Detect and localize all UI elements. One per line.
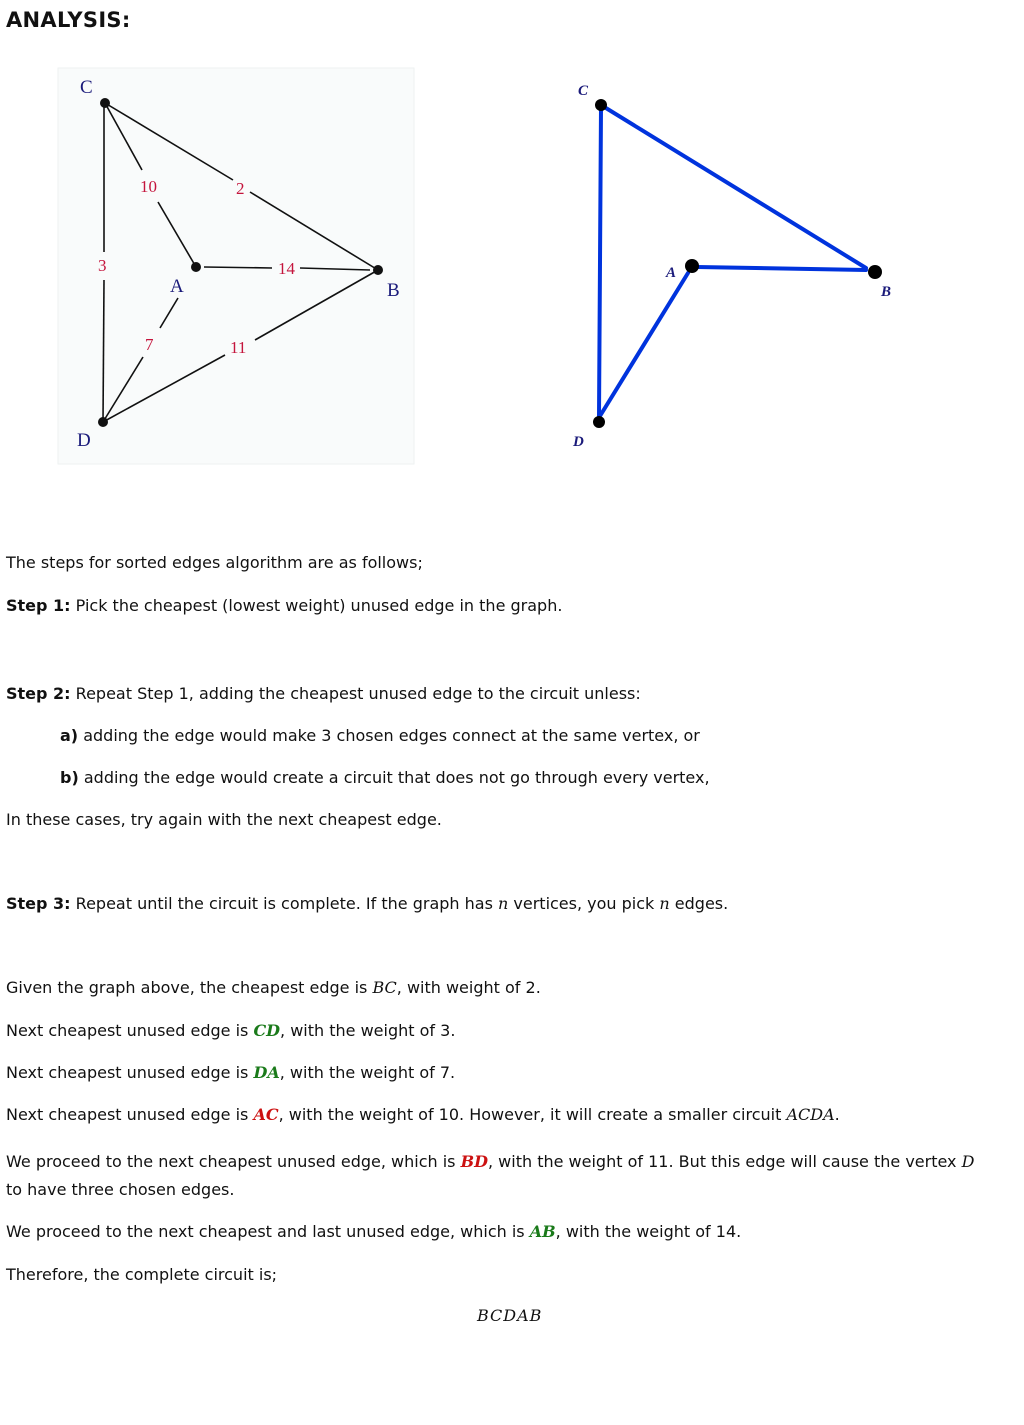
- label-b: B: [881, 284, 892, 300]
- vertex-d: [593, 416, 605, 428]
- weight-cd: 3: [98, 256, 107, 275]
- weight-ab: 14: [278, 259, 295, 278]
- label-b: B: [387, 280, 400, 301]
- condition-b: b) adding the edge would create a circuit that does not go through every vertex,: [60, 768, 710, 787]
- heading: ANALYSIS:: [6, 8, 131, 32]
- label-c: C: [80, 77, 93, 98]
- condition-a: a) adding the edge would make 3 chosen edges connect at the same vertex, or: [60, 726, 700, 745]
- da-line: Next cheapest unused edge is DA, with the weight of 7.: [6, 1063, 456, 1082]
- label-c: C: [578, 83, 589, 99]
- label-d: D: [573, 434, 584, 450]
- bd-line-2: to have three chosen edges.: [6, 1180, 235, 1199]
- ac-line: Next cheapest unused edge is AC, with the weight of 10. However, it will create a smaller circuit ACDA.: [6, 1105, 840, 1124]
- weight-da: 7: [145, 335, 154, 354]
- cd-line: Next cheapest unused edge is CD, with the weight of 3.: [6, 1021, 456, 1040]
- label-a: A: [666, 265, 677, 281]
- step-1: Step 1: Pick the cheapest (lowest weight) unused edge in the graph.: [6, 596, 563, 615]
- ab-line: We proceed to the next cheapest and last unused edge, which is AB, with the weight of 14.: [6, 1222, 742, 1241]
- vertex-b: [868, 265, 882, 279]
- weight-cb: 2: [236, 179, 245, 198]
- vertex-a: [685, 259, 699, 273]
- given-line: Given the graph above, the cheapest edge is BC, with weight of 2.: [6, 978, 541, 997]
- bd-line: We proceed to the next cheapest unused edge, which is BD, with the weight of 11. But this edge will cause the vertex D: [6, 1152, 975, 1171]
- label-a: A: [170, 276, 184, 297]
- weight-bd: 11: [230, 338, 247, 357]
- weight-ac: 10: [140, 177, 157, 196]
- step-3: Step 3: Repeat until the circuit is complete. If the graph has n vertices, you pick n edges.: [6, 894, 729, 913]
- final-circuit: BCDAB: [477, 1306, 543, 1325]
- therefore: Therefore, the complete circuit is;: [6, 1265, 278, 1284]
- label-d: D: [77, 430, 91, 451]
- retry-note: In these cases, try again with the next cheapest edge.: [6, 810, 442, 829]
- solution-graph: [0, 0, 1024, 480]
- step-2: Step 2: Repeat Step 1, adding the cheapest unused edge to the circuit unless:: [6, 684, 641, 703]
- vertex-c: [595, 99, 607, 111]
- intro: The steps for sorted edges algorithm are as follows;: [6, 553, 423, 572]
